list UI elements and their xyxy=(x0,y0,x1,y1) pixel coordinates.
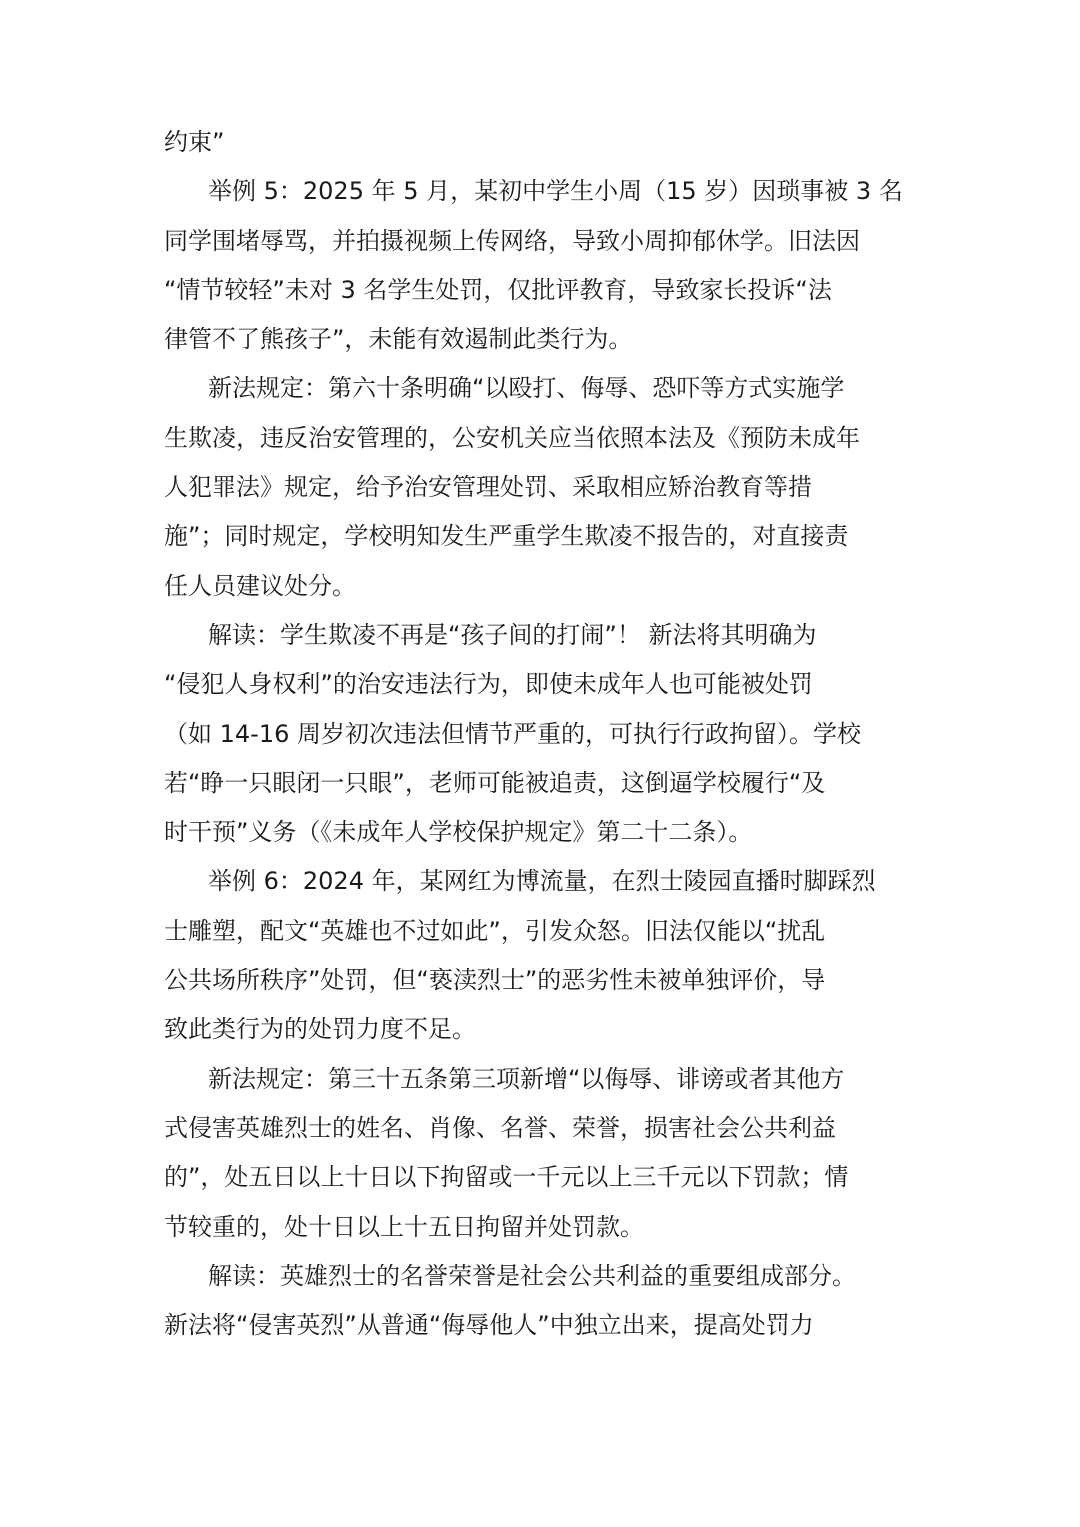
text-line: （如 14-16 周岁初次违法但情节严重的，可执行行政拘留）。学校 xyxy=(164,719,861,748)
text-line: 约束” xyxy=(164,128,225,156)
text-line: 人犯罪法》规定，给予治安管理处罚、采取相应矫治教育等措 xyxy=(164,473,812,502)
text-line: 时干预”义务（《未成年人学校保护规定》第二十二条）。 xyxy=(164,818,753,847)
paragraph-start-line: 解读：学生欺凌不再是“孩子间的打闹”！ 新法将其明确为 xyxy=(208,620,817,649)
text-line: 士雕塑，配文“英雄也不过如此”，引发众怒。旧法仅能以“扰乱 xyxy=(164,916,826,945)
text-line: 律管不了熊孩子”，未能有效遏制此类行为。 xyxy=(164,325,633,354)
paragraph-start-line: 举例 5：2025 年 5 月，某初中学生小周（15 岁）因琐事被 3 名 xyxy=(208,177,903,206)
text-line: “情节较轻”未对 3 名学生处罚，仅批评教育，导致家长投诉“法 xyxy=(164,275,832,304)
text-line: 同学围堵辱骂，并拍摄视频上传网络，导致小周抑郁休学。旧法因 xyxy=(164,226,860,255)
text-line: “侵犯人身权利”的治安违法行为，即使未成年人也可能被处罚 xyxy=(164,670,813,699)
text-line: 致此类行为的处罚力度不足。 xyxy=(164,1015,476,1044)
paragraph-start-line: 新法规定：第三十五条第三项新增“以侮辱、诽谤或者其他方 xyxy=(208,1064,845,1093)
document-body xyxy=(164,118,924,1350)
paragraph-start-line: 解读：英雄烈士的名誉荣誉是社会公共利益的重要组成部分。 xyxy=(208,1261,856,1290)
text-line: 节较重的，处十日以上十五日拘留并处罚款。 xyxy=(164,1212,644,1241)
text-line: 生欺凌，违反治安管理的，公安机关应当依照本法及《预防未成年 xyxy=(164,423,860,452)
text-line: 公共场所秩序”处罚，但“亵渎烈士”的恶劣性未被单独评价，导 xyxy=(164,966,826,995)
text-line: 的”，处五日以上十日以下拘留或一千元以上三千元以下罚款；情 xyxy=(164,1163,849,1192)
text-line: 若“睁一只眼闭一只眼”，老师可能被追责，这倒逼学校履行“及 xyxy=(164,768,826,797)
paragraph-start-line: 新法规定：第六十条明确“以殴打、侮辱、恐吓等方式实施学 xyxy=(208,374,845,403)
text-line: 任人员建议处分。 xyxy=(164,571,356,600)
text-line: 施”；同时规定，学校明知发生严重学生欺凌不报告的，对直接责 xyxy=(164,522,849,551)
text-line: 新法将“侵害英烈”从普通“侮辱他人”中独立出来，提高处罚力 xyxy=(164,1311,814,1340)
text-line: 式侵害英雄烈士的姓名、肖像、名誉、荣誉，损害社会公共利益 xyxy=(164,1113,836,1142)
paragraph-start-line: 举例 6：2024 年，某网红为博流量，在烈士陵园直播时脚踩烈 xyxy=(208,867,876,896)
